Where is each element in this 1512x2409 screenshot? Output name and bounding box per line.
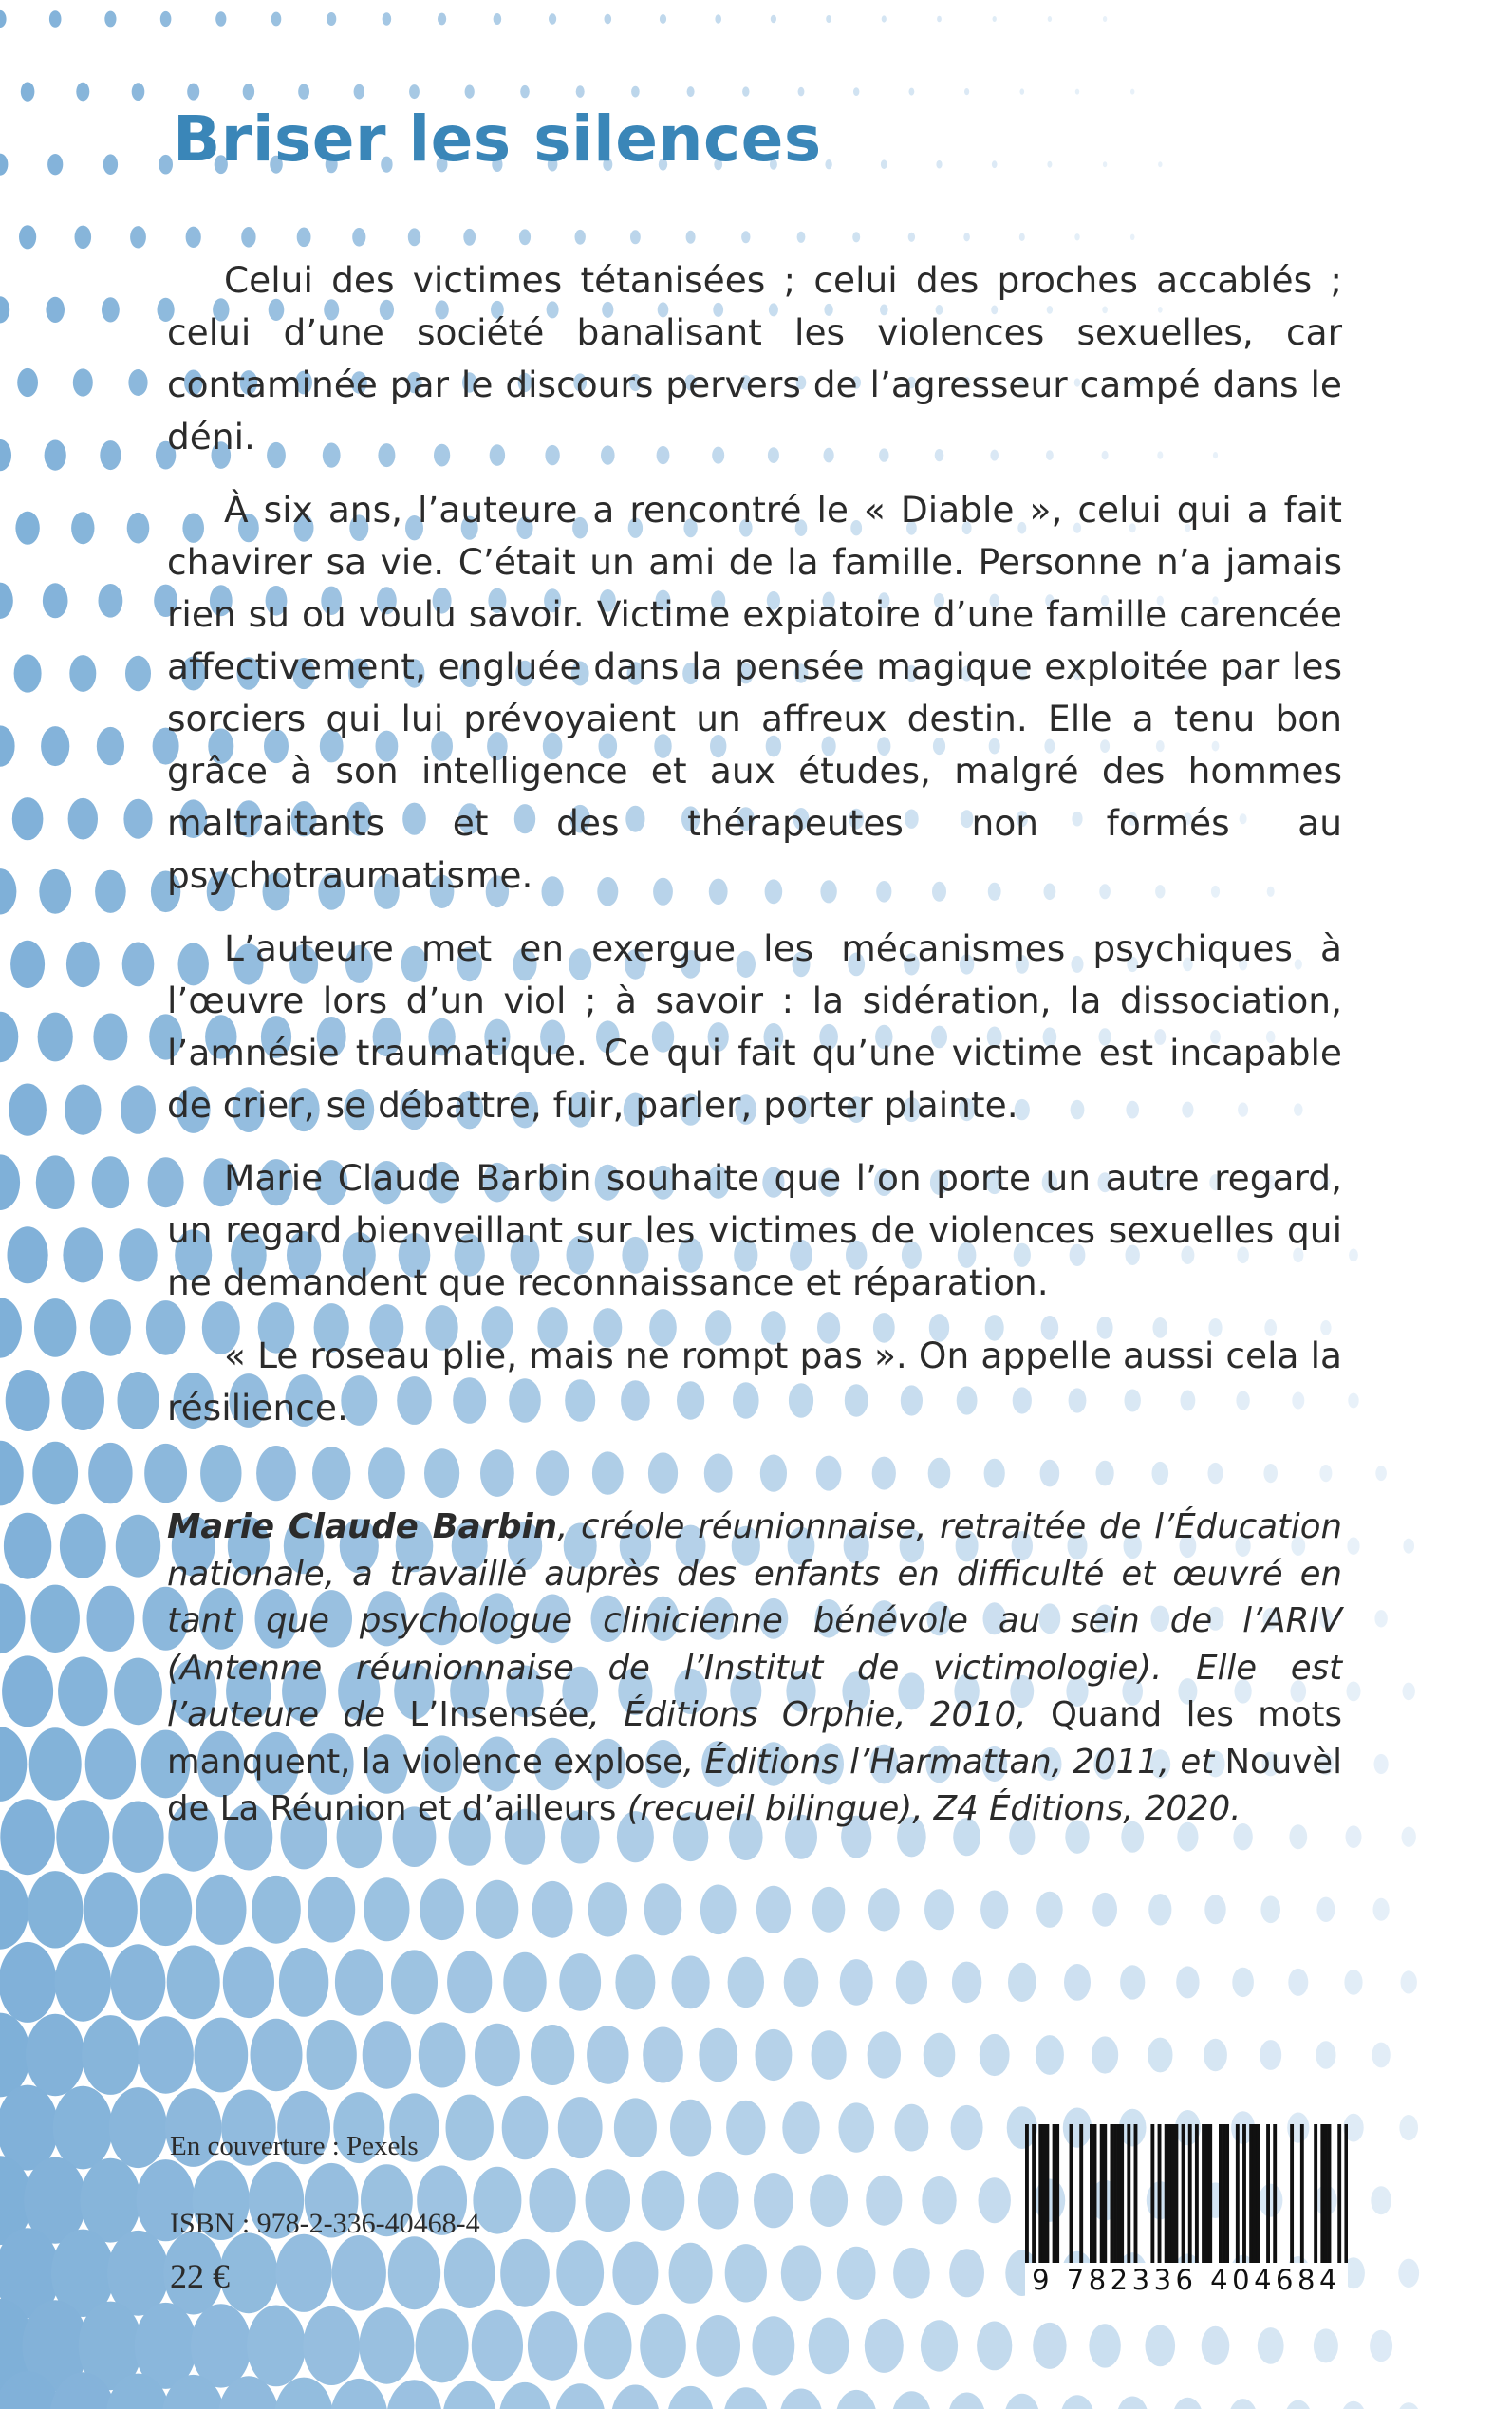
bio-text: (recueil bilingue), Z4 Éditions, 2020. [616,1789,1241,1828]
barcode-bar [1158,2124,1162,2267]
barcode-bar [1208,2124,1212,2267]
barcode-bar [1273,2124,1277,2267]
barcode-bar [1300,2124,1304,2267]
barcode-number: 9 782336 404684 [1025,2263,1348,2297]
barcode-bar [1219,2124,1223,2267]
barcode-bar [1100,2124,1104,2267]
price: 22 € [170,2257,230,2295]
barcode-bar [1117,2124,1121,2267]
barcode-bar [1344,2124,1348,2267]
barcode-bar [1202,2124,1205,2267]
barcode-bar [1249,2124,1253,2267]
barcode-bar [1223,2124,1226,2267]
barcode-bar [1090,2124,1093,2267]
barcode-bar [1314,2124,1317,2267]
barcode-bar [1167,2124,1171,2267]
barcode-bar [1042,2124,1046,2267]
barcode-bar [1266,2124,1270,2267]
barcode-bar [1103,2124,1107,2267]
book-title-2: Quand les mots manquent, la violence explose [167,1695,1342,1782]
barcode-bars [1025,2124,1348,2267]
barcode-bar [1236,2124,1240,2267]
barcode-bar [1070,2124,1073,2267]
author-name: Marie Claude Barbin [167,1507,557,1546]
barcode-bar [1150,2124,1154,2267]
blurb-paragraph: Marie Claude Barbin souhaite que l’on porte un autre regard, un regard bienveillant sur les victimes de violences sexuelles qui ne demandent que reconnaissance et réparation. [167,1157,1342,1303]
barcode-bar [1328,2124,1332,2267]
blurb-paragraph: L’auteure met en exergue les mécanismes psychiques à l’œuvre lors d’un viol ; à savoir : la sidération, la dissociation, l’amnésie traumatique. Ce qui fait qu’une victime est incapable de crier, se débattre, fuir, parler, porter plainte. [167,927,1342,1126]
book-title-1: L’Insensée [409,1695,589,1734]
barcode-bar [1256,2124,1260,2267]
blurb-paragraph: « Le roseau plie, mais ne rompt pas ». On appelle aussi cela la résilience. [167,1335,1342,1429]
cover-credit: En couverture : Pexels [170,2131,419,2161]
barcode-bar [1320,2124,1324,2267]
barcode-bar [1045,2124,1049,2267]
barcode-bar [1188,2124,1192,2267]
barcode-bar [1324,2124,1328,2267]
barcode [1025,2124,1348,2305]
book-title: Briser les silences [173,103,822,176]
barcode-bar [1055,2124,1059,2267]
barcode-bar [1038,2124,1042,2267]
barcode-bar [1205,2124,1209,2267]
barcode-bar [1290,2124,1294,2267]
barcode-bar [1093,2124,1097,2267]
blurb-paragraph: À six ans, l’auteure a rencontré le « Diable », celui qui a fait chavirer sa vie. C’était un ami de la famille. Personne n’a jamais rien su ou voulu savoir. Victime expiatoire d’une famille carencée affectivement, engluée dans la pensée magique exploitée par les sorciers qui lui prévoyaient un affreux destin. Elle a tenu bon grâce à son intelligence et aux études, malgré des hommes maltraitants et des thérapeutes non formés au psychotraumatisme. [167,489,1342,896]
author-bio [167,1503,1342,1833]
barcode-bar [1225,2124,1229,2267]
book-title-3: Nouvèl de La Réunion et d’ailleurs [167,1742,1342,1828]
isbn: ISBN : 978-2-336-40468-4 [170,2208,480,2239]
barcode-bar [1079,2124,1083,2267]
barcode-bar [1337,2124,1341,2267]
barcode-bar [1032,2124,1036,2267]
barcode-bar [1165,2124,1168,2267]
barcode-bar [1025,2124,1029,2267]
bio-text: , créole réunionnaise, retraitée de l’Éducation nationale, a travaillé auprès des enfants en difficulté et œuvré en tant que psychologue clinicienne bénévole au sein de l’ARIV (Antenne réunionnaise de l’Institut de victimologie). Elle est l’auteure de [167,1507,1342,1734]
bio-text: , Éditions Orphie, 2010, [588,1695,1051,1734]
barcode-bar [1242,2124,1246,2267]
blurb-paragraph: Celui des victimes tétanisées ; celui des proches accablés ; celui d’une société banalisant les violences sexuelles, car contaminée par le discours pervers de l’agresseur campé dans le déni. [167,259,1342,458]
barcode-bar [1195,2124,1199,2267]
bio-text: , Éditions l’Harmattan, 2011, et [682,1742,1225,1782]
barcode-bar [1127,2124,1130,2267]
barcode-bar [1253,2124,1257,2267]
barcode-bar [1053,2124,1056,2267]
barcode-bar [1182,2124,1185,2267]
blurb [167,254,1342,1455]
barcode-bar [1171,2124,1175,2267]
barcode-bar [1134,2124,1138,2267]
barcode-bar [1110,2124,1113,2267]
barcode-bar [1113,2124,1117,2267]
barcode-bar [1120,2124,1124,2267]
barcode-bar [1174,2124,1178,2267]
